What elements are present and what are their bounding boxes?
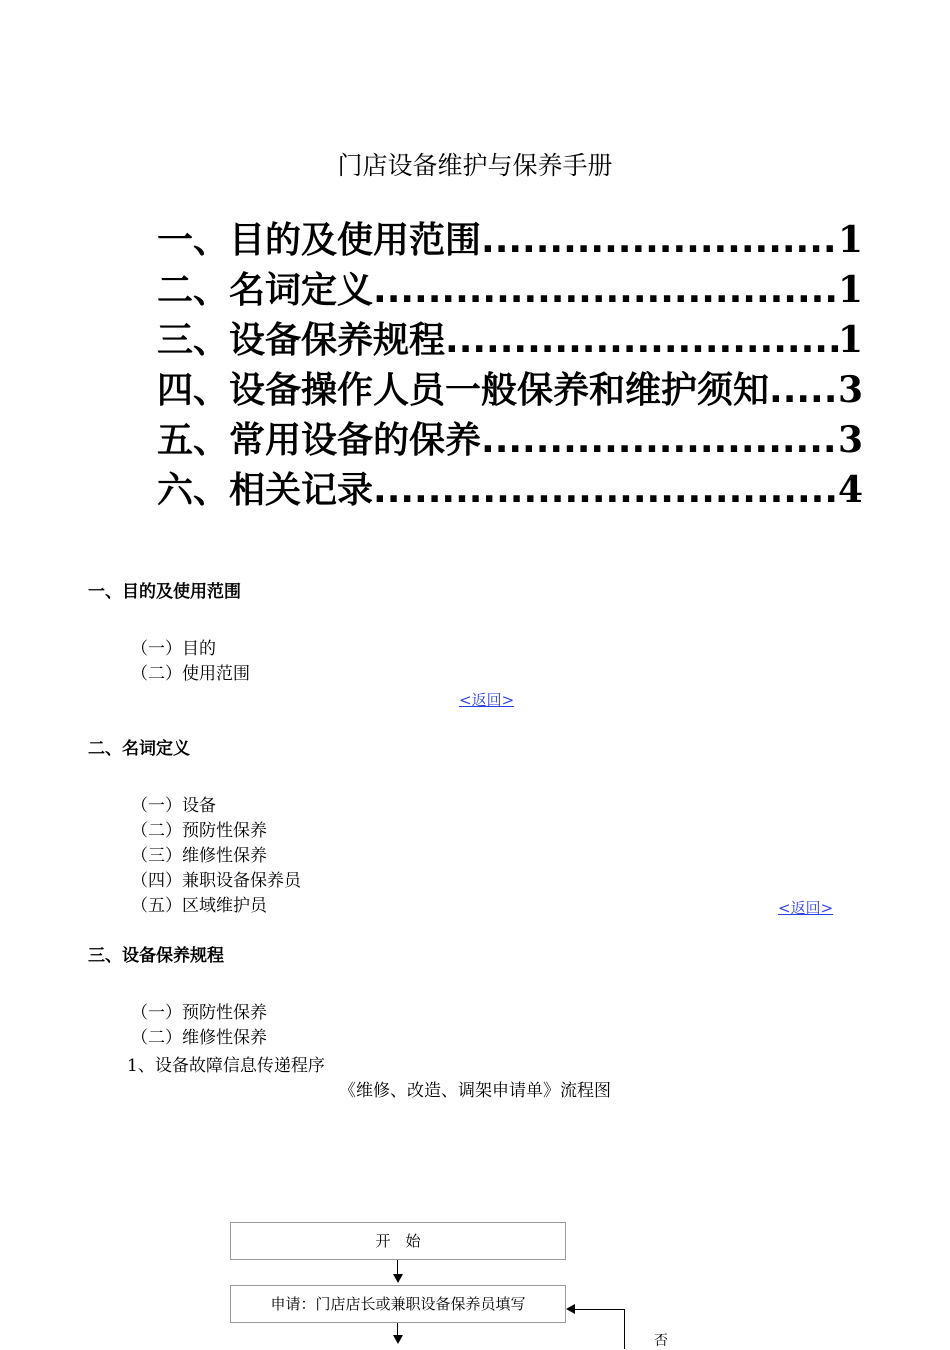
toc-leader-dots xyxy=(373,466,838,516)
flow-connector xyxy=(397,1323,398,1335)
list-item: （一）目的 xyxy=(131,639,216,659)
toc-entry-page: 3 xyxy=(837,369,863,411)
toc-entry[interactable] xyxy=(157,465,863,515)
arrow-down-icon xyxy=(393,1335,403,1344)
flow-connector xyxy=(574,1309,624,1310)
toc-entry-page: 1 xyxy=(837,219,863,261)
procedure-step: 1、设备故障信息传递程序 xyxy=(127,1056,325,1076)
toc-entry-label: 一、目的及使用范围 xyxy=(157,220,482,261)
toc-entry-page: 3 xyxy=(837,419,863,461)
toc-leader-dots xyxy=(481,216,838,266)
toc-entry[interactable] xyxy=(157,415,863,465)
toc-entry[interactable] xyxy=(157,265,863,315)
toc-entry[interactable] xyxy=(157,365,863,415)
table-of-contents xyxy=(157,215,863,515)
flowchart-apply-box: 申请：门店店长或兼职设备保养员填写 xyxy=(230,1285,566,1323)
toc-leader-dots xyxy=(769,366,838,416)
toc-leader-dots xyxy=(445,316,838,366)
back-link[interactable]: <返回> xyxy=(459,691,515,709)
toc-entry-label: 四、设备操作人员一般保养和维护须知 xyxy=(157,370,770,411)
toc-entry-page: 1 xyxy=(837,269,863,311)
list-item: （二）维修性保养 xyxy=(131,1028,267,1048)
list-item: （一）设备 xyxy=(131,796,216,816)
section-heading: 三、设备保养规程 xyxy=(88,946,224,966)
toc-leader-dots xyxy=(373,266,838,316)
list-item: （二）使用范围 xyxy=(131,664,250,684)
toc-entry-page: 1 xyxy=(837,319,863,361)
arrow-down-icon xyxy=(393,1274,403,1283)
back-link[interactable]: <返回> xyxy=(778,899,834,917)
flow-connector xyxy=(397,1260,398,1274)
toc-entry[interactable] xyxy=(157,215,863,265)
list-item: （五）区域维护员 xyxy=(131,896,267,916)
list-item: （三）维修性保养 xyxy=(131,846,267,866)
flowchart-start-box: 开 始 xyxy=(230,1222,566,1260)
flowchart-caption: 《维修、改造、调架申请单》流程图 xyxy=(339,1081,611,1101)
toc-leader-dots xyxy=(481,416,838,466)
flow-connector xyxy=(624,1309,625,1349)
toc-entry-label: 三、设备保养规程 xyxy=(157,320,446,361)
page-title: 门店设备维护与保养手册 xyxy=(337,151,613,180)
toc-entry-label: 二、名词定义 xyxy=(157,270,374,311)
toc-entry[interactable] xyxy=(157,315,863,365)
toc-entry-label: 五、常用设备的保养 xyxy=(157,420,482,461)
flow-no-label: 否 xyxy=(654,1333,668,1349)
arrow-left-icon xyxy=(566,1304,575,1314)
list-item: （二）预防性保养 xyxy=(131,821,267,841)
toc-entry-label: 六、相关记录 xyxy=(157,470,374,511)
section-heading: 一、目的及使用范围 xyxy=(88,582,241,602)
list-item: （一）预防性保养 xyxy=(131,1003,267,1023)
list-item: （四）兼职设备保养员 xyxy=(131,871,301,891)
toc-entry-page: 4 xyxy=(837,469,863,511)
section-heading: 二、名词定义 xyxy=(88,739,190,759)
